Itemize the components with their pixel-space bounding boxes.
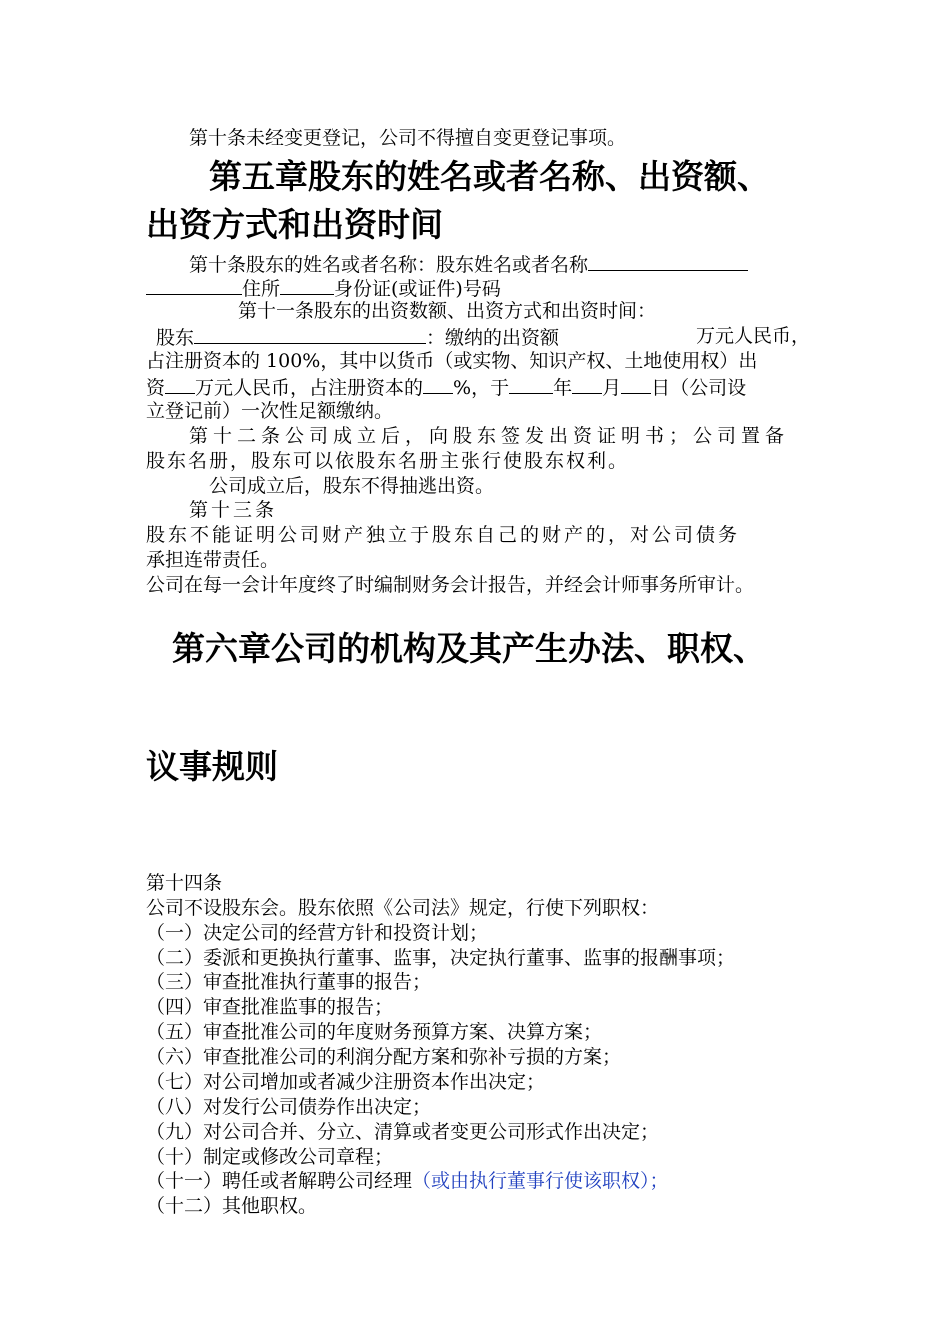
list-item: （九）对公司合并、分立、清算或者变更公司形式作出决定；	[146, 1121, 660, 1143]
list-item: （五）审查批准公司的年度财务预算方案、决算方案；	[146, 1021, 603, 1043]
article-11-line1	[146, 324, 810, 350]
article-13-line1: 股东不能证明公司财产独立于股东自己的财产的，对公司债务	[146, 524, 741, 546]
item-11-text: （十一）聘任或者解聘公司经理	[146, 1170, 413, 1192]
text-month: 月	[602, 377, 622, 399]
article-12-line1: 第十二条公司成立后，向股东签发出资证明书；公司置备	[189, 425, 790, 447]
blank-amount	[165, 374, 195, 394]
article-14-title: 第十四条	[146, 872, 223, 894]
blank-percent	[423, 374, 453, 394]
chapter-6-title-line2: 议事规则	[146, 747, 278, 786]
article-11-line2: 占注册资本的 100%，其中以货币（或实物、知识产权、土地使用权）出	[146, 350, 758, 372]
rmb-label: 万元人民币，	[695, 325, 810, 347]
article-10b-line2	[146, 275, 501, 301]
list-item: （十）制定或修改公司章程；	[146, 1146, 394, 1168]
id-label: 身份证(或证件)号码	[334, 278, 501, 300]
chapter-5-title-line2: 出资方式和出资时间	[146, 205, 443, 244]
text-year: 年	[553, 377, 573, 399]
blank-name-field	[588, 251, 748, 271]
blank-field	[146, 275, 242, 295]
blank-day	[621, 374, 651, 394]
list-item: （十二）其他职权。	[146, 1195, 318, 1217]
list-item	[146, 1169, 669, 1193]
article-12-line2: 股东名册，股东可以依股东名册主张行使股东权利。	[146, 450, 630, 472]
list-item: （七）对公司增加或者减少注册资本作出决定；	[146, 1071, 546, 1093]
item-11-note: （或由执行董事行使该职权）；	[412, 1170, 669, 1192]
article-11-line4: 立登记前）一次性足额缴纳。	[146, 400, 394, 422]
shareholder-label: 股东	[156, 327, 195, 349]
article-13-line2: 承担连带责任。	[146, 549, 280, 571]
article-11-line3	[146, 374, 746, 400]
article-14-intro: 公司不设股东会。股东依照《公司法》规定，行使下列职权：	[146, 897, 660, 919]
article-10b-line1	[189, 251, 748, 277]
article-11-title: 第十一条股东的出资数额、出资方式和出资时间：	[238, 300, 657, 322]
chapter-6-title-line1: 第六章公司的机构及其产生办法、职权、	[172, 629, 766, 668]
blank-shareholder-field	[194, 324, 426, 344]
text-day: 日（公司设	[651, 377, 747, 399]
article-13-line3: 公司在每一会计年度终了时编制财务会计报告，并经会计师事务所审计。	[146, 574, 755, 596]
contribution-label: ：缴纳的出资额	[426, 327, 560, 349]
list-item: （二）委派和更换执行董事、监事，决定执行董事、监事的报酬事项；	[146, 947, 736, 969]
list-item: （一）决定公司的经营方针和投资计划；	[146, 922, 489, 944]
blank-year	[509, 374, 553, 394]
article-12-line3: 公司成立后，股东不得抽逃出资。	[209, 475, 495, 497]
residence-label: 住所	[242, 278, 281, 300]
blank-residence-field	[280, 275, 334, 295]
blank-month	[572, 374, 602, 394]
article-10-note: 第十条未经变更登记，公司不得擅自变更登记事项。	[189, 127, 627, 149]
text-percent: %，于	[453, 377, 510, 399]
article-13-title: 第十三条	[189, 499, 278, 521]
list-item: （六）审查批准公司的利润分配方案和弥补亏损的方案；	[146, 1046, 622, 1068]
list-item: （八）对发行公司债券作出决定；	[146, 1096, 432, 1118]
list-item: （四）审查批准监事的报告；	[146, 996, 394, 1018]
text-zi: 资	[146, 377, 166, 399]
chapter-5-title-line1: 第五章股东的姓名或者名称、出资额、	[209, 157, 770, 196]
list-item: （三）审查批准执行董事的报告；	[146, 971, 432, 993]
text-rmb-share: 万元人民币，占注册资本的	[195, 377, 424, 399]
article-10b-text: 第十条股东的姓名或者名称：股东姓名或者名称	[189, 254, 589, 276]
